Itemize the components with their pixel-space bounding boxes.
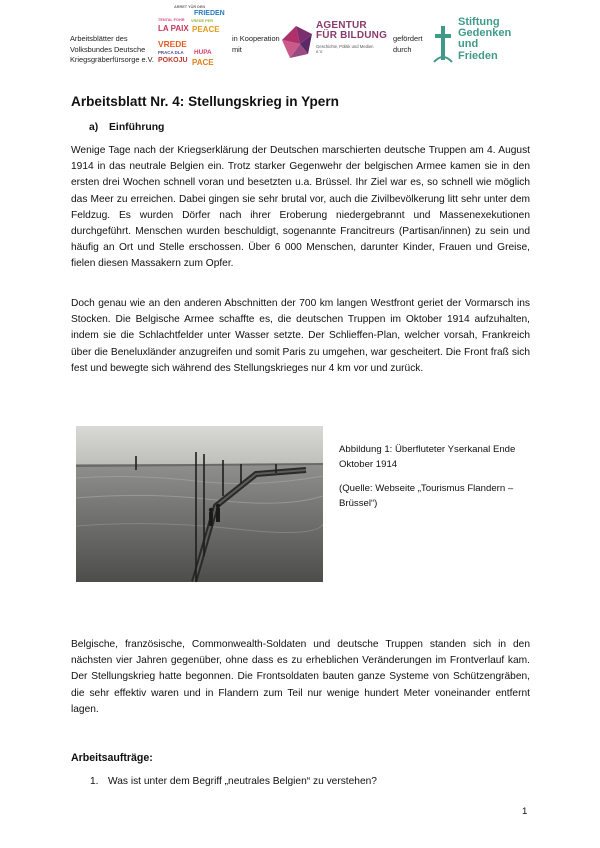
peace-logo-word: PRACA DLA xyxy=(158,50,184,55)
page-number: 1 xyxy=(522,806,528,817)
figure-caption: Abbildung 1: Überfluteter Yserkanal Ende Oktober 1914 xyxy=(339,444,516,470)
agentur-name-line: FÜR BILDUNG xyxy=(316,30,388,41)
publisher-line: Arbeitsblätter des xyxy=(70,34,128,43)
section-label: a) xyxy=(89,122,99,133)
peace-logo-word: PEACE xyxy=(192,25,220,34)
paragraph-introduction: Wenige Tage nach der Kriegserklärung der Deutschen marschierten deutsche Truppen am 4. August 1914 in das neutrale Belgien ein. Trotz starker Gegenwehr der belgischen Armee kamen sie in den ersten drei Wochen schnell voran und besetzten u.a. Brüssel. Ihr Ziel war es, so schnell wie möglich das Meer zu erreichen. Dabei gingen sie sehr brutal vor, auch die Zivilbevölkerung litt sehr unter dem Feldzug. Es wurden Dörfer nach ihrer Eroberung niedergebrannt und Massenexekutionen durchgeführt. Menschen wurden beschuldigt, sogenannte Francitreurs (Partisan/innen) zu sein und häufig an Ort und Stelle erschossen. Über 6 000 Menschen, darunter Kinder, Frauen und Greise, fielen diesen Massakern zum Opfer. xyxy=(71,145,530,270)
funding-label-durch: durch xyxy=(393,45,412,54)
stiftung-name-line: Frieden xyxy=(458,49,498,62)
peace-logo-word: VREDE PER xyxy=(191,19,213,23)
peace-logo-word: PACE xyxy=(192,58,214,67)
cooperation-label: in Kooperation xyxy=(232,34,280,43)
stiftung-name xyxy=(458,17,511,62)
peace-logo-word: POKOJU xyxy=(158,57,188,64)
peace-logo-word: VREDE xyxy=(158,39,187,49)
publisher-line: Volksbundes Deutsche xyxy=(70,44,146,54)
funding-label: gefördert xyxy=(393,34,423,43)
flooded-yser-canal-photo xyxy=(76,426,323,582)
stiftung-name-line: Stiftung xyxy=(458,16,500,28)
cooperation-label-mit: mit xyxy=(232,45,242,54)
paragraph-westfront: Doch genau wie an den anderen Abschnitten der 700 km langen Westfront geriet der Vormarsch ins Stocken. Die Belgische Armee schaffte es, die deutschen Truppen im Oktober 1914 aufzuhalten, indem sie die Schlachtfelder unter Wasser setzte. Der Schlieffen-Plan, welcher vorsah, Frankreich über die Beneluxländer anzugreifen und somit Paris zu umgehen, war gescheitert. Die Front fraß sich fest und bewegte sich während des Stellungskrieges nur 4 km vor und zurück. xyxy=(71,298,530,374)
agentur-fuer-bildung-logo xyxy=(280,18,388,66)
task-item xyxy=(90,776,377,787)
peace-logo-word: TENTAL FOHR xyxy=(158,18,185,22)
peace-logo xyxy=(158,5,225,72)
stiftung-name-line: und xyxy=(458,38,479,51)
agentur-name-line: AGENTUR xyxy=(316,20,367,31)
task-text: Was ist unter dem Begriff „neutrales Belgien“ zu verstehen? xyxy=(108,776,377,787)
peace-logo-word: HUPA xyxy=(194,49,212,56)
figure-source: (Quelle: Webseite „Tourismus Flandern – Brüssel“) xyxy=(339,483,514,509)
section-title: Einführung xyxy=(109,122,165,133)
peace-logo-word: FRIEDEN xyxy=(194,10,225,17)
peace-logo-word: ARRET YÜR DEN xyxy=(174,5,206,9)
publisher-line: Kriegsgräberfürsorge e.V. xyxy=(70,55,154,65)
stiftung-logo-mark-icon xyxy=(432,24,454,64)
tasks-heading: Arbeitsaufträge: xyxy=(71,752,153,764)
stiftung-name-line: Gedenken xyxy=(458,27,512,40)
section-heading xyxy=(89,122,164,133)
paragraph-stellungskrieg: Belgische, französische, Commonwealth-Soldaten und deutsche Truppen standen sich in den nächsten vier Jahren gegenüber, ohne dass es zu erheblichen Veränderungen im Frontverlauf kam. Der Stellungskrieg hatte begonnen. Die Frontsoldaten bauten ganze Systeme von Schützengräben, die sehr effektiv waren und in Flandern zum Teil nur wenige hundert Meter voneinander entfernt lagen. xyxy=(71,639,530,715)
peace-logo-word: LA PAIX xyxy=(158,24,189,33)
worksheet-title: Arbeitsblatt Nr. 4: Stellungskrieg in Ypern xyxy=(71,94,339,109)
task-number: 1. xyxy=(90,776,99,787)
agentur-name xyxy=(316,21,387,41)
agentur-logo-mark-icon xyxy=(280,22,314,62)
stiftung-gedenken-und-frieden-logo xyxy=(432,14,542,70)
agentur-subtitle: Geschichte, Politik und Medien e.V. xyxy=(316,44,374,54)
